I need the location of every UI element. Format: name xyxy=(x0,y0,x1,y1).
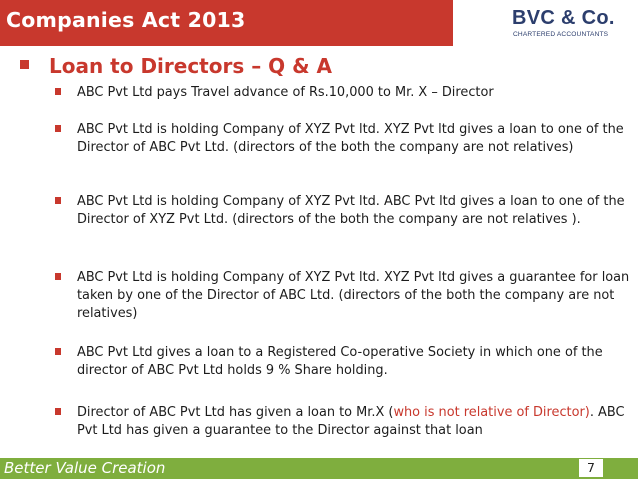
square-bullet-icon xyxy=(55,125,61,132)
square-bullet-icon xyxy=(55,348,61,355)
slide-title: Companies Act 2013 xyxy=(6,8,246,32)
company-logo xyxy=(512,7,624,41)
square-bullet-icon xyxy=(55,408,61,415)
header-bar xyxy=(0,0,453,46)
square-bullet-icon xyxy=(55,273,61,280)
qa-item-text: ABC Pvt Ltd is holding Company of XYZ Pvt ltd. XYZ Pvt ltd gives a guarantee for loan taken by one of the Director of ABC Ltd. (directors of the both the company are not relatives) xyxy=(77,270,630,321)
qa-item-text-part: Director of ABC Pvt Ltd has given a loan to Mr.X ( xyxy=(77,405,394,420)
square-bullet-icon xyxy=(20,60,29,69)
qa-item-text: ABC Pvt Ltd gives a loan to a Registered Co-operative Society in which one of the director of ABC Pvt Ltd holds 9 % Share holding. xyxy=(77,345,603,378)
qa-item-text xyxy=(77,404,632,440)
square-bullet-icon xyxy=(55,197,61,204)
highlighted-text: who is not relative of Director) xyxy=(393,405,590,420)
section-heading-text: Loan to Directors – Q & A xyxy=(49,54,333,78)
logo-subtitle: CHARTERED ACCOUNTANTS xyxy=(513,31,609,38)
logo-name: BVC & Co. xyxy=(512,7,615,29)
square-bullet-icon xyxy=(55,88,61,95)
page-number: 7 xyxy=(579,459,603,477)
qa-item-text: ABC Pvt Ltd pays Travel advance of Rs.10,000 to Mr. X – Director xyxy=(77,85,494,100)
qa-item-text: ABC Pvt Ltd is holding Company of XYZ Pvt ltd. XYZ Pvt ltd gives a loan to one of the Director of ABC Pvt Ltd. (directors of the both the company are not relatives) xyxy=(77,122,624,155)
footer-tagline: Better Value Creation xyxy=(4,459,166,477)
footer-bar xyxy=(0,458,638,479)
qa-item-text: ABC Pvt Ltd is holding Company of XYZ Pvt ltd. ABC Pvt ltd gives a loan to one of the Director of XYZ Pvt Ltd. (directors of the both the company are not relatives ). xyxy=(77,194,625,227)
qa-item-text-part: . ABC Pvt Ltd has given a guarantee to the Director against that loan xyxy=(77,405,625,438)
